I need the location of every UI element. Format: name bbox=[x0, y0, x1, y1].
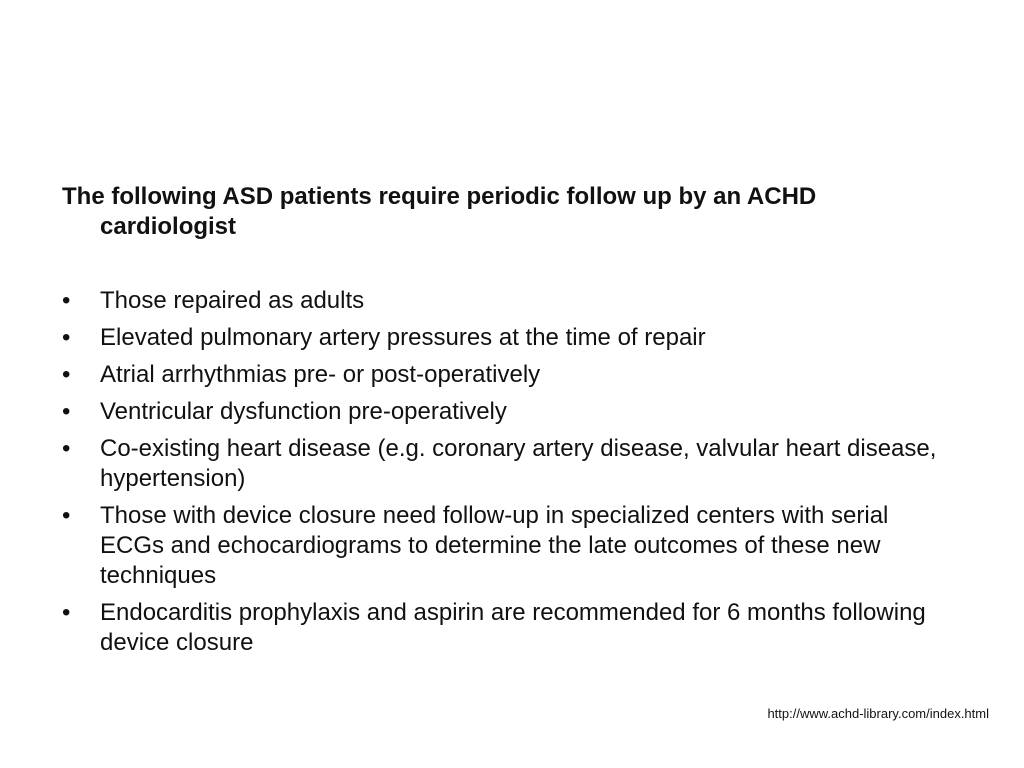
bullet-icon: • bbox=[62, 599, 71, 626]
slide-content bbox=[62, 182, 942, 665]
bullet-icon: • bbox=[62, 502, 71, 529]
bullet-item bbox=[62, 323, 942, 353]
bullet-icon: • bbox=[62, 361, 71, 388]
bullet-item bbox=[62, 286, 942, 316]
bullet-text: Elevated pulmonary artery pressures at the time of repair bbox=[100, 324, 706, 351]
bullet-text: Those with device closure need follow-up in specialized centers with serial ECGs and echocardiograms to determine the late outcomes of these new techniques bbox=[100, 502, 889, 589]
bullet-item bbox=[62, 434, 942, 494]
bullet-icon: • bbox=[62, 287, 71, 314]
bullet-text: Those repaired as adults bbox=[100, 287, 365, 314]
bullet-item bbox=[62, 501, 942, 591]
bullet-icon: • bbox=[62, 435, 71, 462]
bullet-text: Atrial arrhythmias pre- or post-operatively bbox=[100, 361, 541, 388]
bullet-icon: • bbox=[62, 398, 71, 425]
slide-heading: The following ASD patients require periodic follow up by an ACHD cardiologist bbox=[62, 183, 817, 240]
bullet-icon: • bbox=[62, 324, 71, 351]
bullet-text: Ventricular dysfunction pre-operatively bbox=[100, 398, 507, 425]
bullet-list bbox=[62, 286, 942, 658]
bullet-text: Co-existing heart disease (e.g. coronary artery disease, valvular heart disease, hypertension) bbox=[100, 435, 937, 492]
bullet-text: Endocarditis prophylaxis and aspirin are recommended for 6 months following device closure bbox=[100, 599, 926, 656]
bullet-item bbox=[62, 360, 942, 390]
bullet-item bbox=[62, 397, 942, 427]
source-url: http://www.achd-library.com/index.html bbox=[767, 706, 989, 721]
bullet-item bbox=[62, 598, 942, 658]
